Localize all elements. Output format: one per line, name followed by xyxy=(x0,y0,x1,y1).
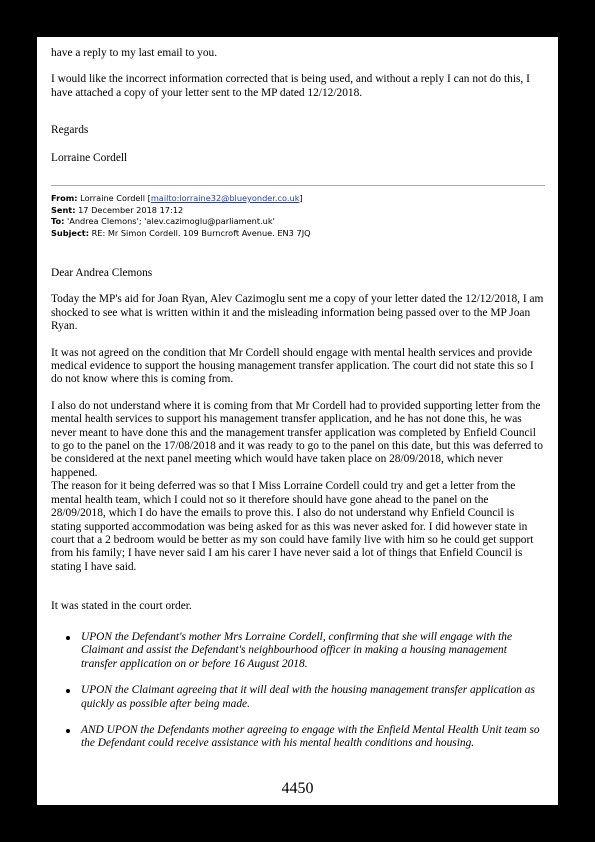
paragraph: I would like the incorrect information corrected that is being used, and without a reply I can not do this, I have attached a copy of your letter sent to the MP dated 12/12/2018. xyxy=(51,73,530,99)
subject-label: Subject: xyxy=(51,227,89,238)
from-name: Lorraine Cordell [ xyxy=(80,193,151,203)
page-number: 4450 xyxy=(281,780,314,797)
paragraph: I also do not understand where it is coming from that Mr Cordell had to provided supporting letter from the mental health services to support his management transfer application, and he has not done this, he was never meant to have done this and the management transfer application was completed by Enfield Council to go to the panel on the 17/08/2018 and it was ready to go to the panel on this date, but this was deferred to be considered at the next panel meeting which would have taken place on 28/09/2018, which never happened. xyxy=(51,399,543,479)
bullet-icon xyxy=(66,689,70,693)
to-line xyxy=(51,216,545,228)
closing: Regards xyxy=(51,124,89,137)
to-label: To: xyxy=(51,216,65,226)
list-item-text: UPON the Claimant agreeing that it will deal with the housing management transfer application as quickly as possible after being made. xyxy=(81,684,535,710)
sent-value: 17 December 2018 17:12 xyxy=(78,204,184,215)
sent-label: Sent: xyxy=(51,204,76,215)
paragraph: have a reply to my last email to you. xyxy=(51,47,218,59)
signature: Lorraine Cordell xyxy=(51,151,128,164)
bullet-icon xyxy=(66,636,70,640)
paragraph: It was stated in the court order. xyxy=(51,600,192,613)
list-item xyxy=(51,684,545,711)
bullet-icon xyxy=(66,729,70,733)
subject-value: RE: Mr Simon Cordell. 109 Burncroft Avenue. EN3 7JQ xyxy=(91,227,311,238)
list-item xyxy=(51,631,545,671)
paragraph: The reason for it being deferred was so that I Miss Lorraine Cordell could try and get a letter from the mental health team, which I could not so it therefore should have gone ahead to the panel on the 28/09/2018, which I do have the emails to prove this. I also do not understand why Enfield Council is stating supported accommodation was being asked for as this was never asked for. I did however state in court that a 2 bedroom would be better as my son could have family live with him so he could get support from his family; I have never said I am his carer I have never said a lot of things that Enfield Council is stating I have said. xyxy=(51,480,534,573)
paragraph: It was not agreed on the condition that Mr Cordell should engage with mental health services and provide medical evidence to support the housing management transfer application. The court did not state this so I do not know where this is coming from. xyxy=(51,346,534,386)
to-value: 'Andrea Clemons'; 'alev.cazimoglu@parliament.uk' xyxy=(67,216,275,226)
subject-line xyxy=(51,228,545,240)
letter-top xyxy=(51,47,545,165)
email-header xyxy=(51,193,545,239)
list-item xyxy=(51,724,545,751)
paragraph: Today the MP's aid for Joan Ryan, Alev Cazimoglu sent me a copy of your letter dated the 12/12/2018, I am shocked to see what is written within it and the misleading information being passed over to the MP Joan Ryan. xyxy=(51,293,544,333)
salutation: Dear Andrea Clemons xyxy=(51,267,153,279)
divider xyxy=(51,185,545,186)
list-item-text: UPON the Defendant's mother Mrs Lorraine Cordell, confirming that she will engage with the Claimant and assist the Defendant's neighbourhood officer in making a housing management transfer application on or before 16 August 2018. xyxy=(81,631,513,670)
document-page xyxy=(37,37,558,805)
from-close: ] xyxy=(299,193,303,203)
court-order-list xyxy=(51,631,545,764)
from-email-link[interactable]: mailto:lorraine32@blueyonder.co.uk xyxy=(150,193,300,203)
list-item-text: AND UPON the Defendants mother agreeing to engage with the Enfield Mental Health Unit team so the Defendant could receive assistance with his mental health conditions and housing. xyxy=(81,724,540,750)
from-line xyxy=(51,193,545,205)
email-body xyxy=(51,267,545,614)
from-label: From: xyxy=(51,193,78,203)
sent-line xyxy=(51,205,545,217)
